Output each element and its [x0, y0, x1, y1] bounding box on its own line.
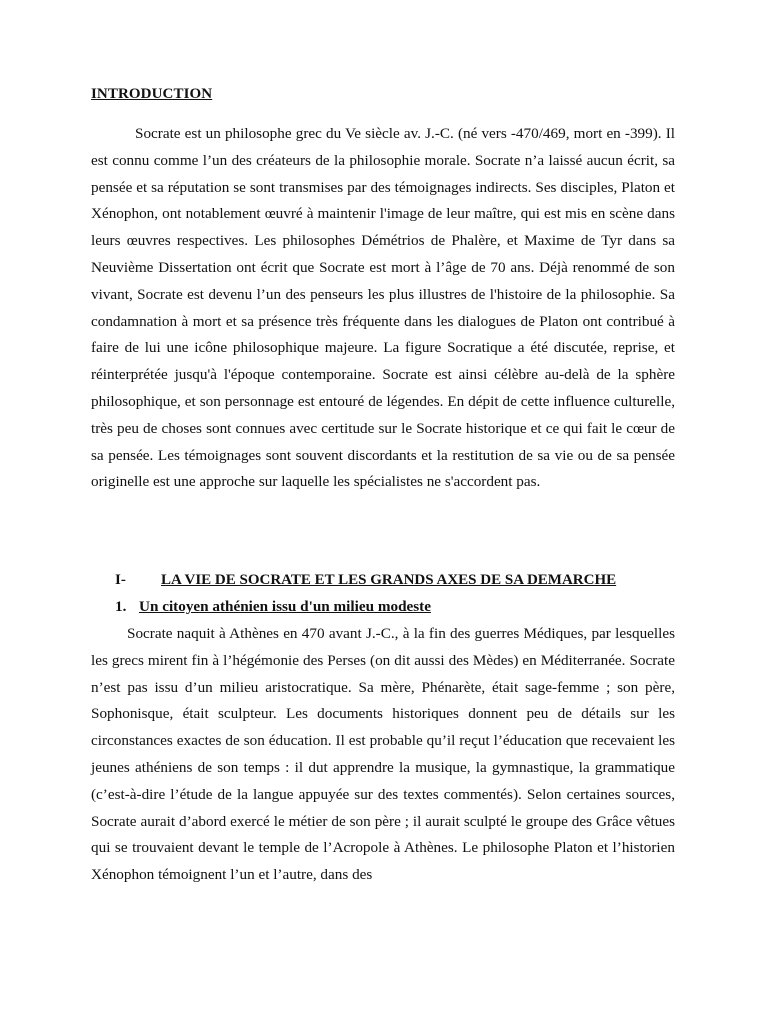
subsection-number: 1. — [115, 598, 127, 615]
section-title: LA VIE DE SOCRATE ET LES GRANDS AXES DE SA DEMARCHE — [161, 572, 617, 588]
intro-heading: INTRODUCTION — [91, 86, 213, 102]
section-number: I- — [115, 572, 126, 588]
subsection-title: Un citoyen athénien issu d'un milieu modeste — [139, 598, 431, 615]
section-heading — [115, 572, 677, 589]
subsection-paragraph: Socrate naquit à Athènes en 470 avant J.-C., à la fin des guerres Médiques, par lesquelles les grecs mirent fin à l’hégémonie des Perses (on dit aussi des Mèdes) en Méditerranée. Socrate n’est pas issu d’un milieu aristocratique. Sa mère, Phénarète, était sage-femme ; son père, Sophonisque, était sculpteur. Les documents historiques donnent peu de détails sur les circonstances exactes de son éducation. Il est probable qu’il reçut l’éducation que recevaient les jeunes athéniens de son temps : il dut apprendre la musique, la gymnastique, la grammatique (c’est-à-dire l’étude de la langue appuyée sur des textes commentés). Selon certaines sources, Socrate aurait d’abord exercé le métier de son père ; il aurait sculpté le groupe des Grâce vêtues qui se trouvaient devant le temple de l’Acropole à Athènes. Le philosophe Platon et l’historien Xénophon témoignent l’un et l’autre, dans des — [91, 625, 675, 884]
subsection-heading — [115, 598, 431, 616]
intro-paragraph: Socrate est un philosophe grec du Ve siècle av. J.-C. (né vers -470/469, mort en -399). Il est connu comme l’un des créateurs de la philosophie morale. Socrate n’a laissé aucun écrit, sa pensée et sa réputation se sont transmises par des témoignages indirects. Ses disciples, Platon et Xénophon, ont notablement œuvré à maintenir l'image de leur maître, qui est mis en scène dans leurs œuvres respectives. Les philosophes Démétrios de Phalère, et Maxime de Tyr dans sa Neuvième Dissertation ont écrit que Socrate est mort à l’âge de 70 ans. Déjà renommé de son vivant, Socrate est devenu l’un des penseurs les plus illustres de l'histoire de la philosophie. Sa condamnation à mort et sa présence très fréquente dans les dialogues de Platon ont contribué à faire de lui une icône philosophique majeure. La figure Socratique a été discutée, reprise, et réinterprétée jusqu'à l'époque contemporaine. Socrate est ainsi célèbre au-delà de la sphère philosophique, et son personnage est entouré de légendes. En dépit de cette influence culturelle, très peu de choses sont connues avec certitude sur le Socrate historique et ce qui fait le cœur de sa pensée. Les témoignages sont souvent discordants et la restitution de sa vie ou de sa pensée originelle est une approche sur laquelle les spécialistes ne s'accordent pas. — [91, 125, 675, 491]
